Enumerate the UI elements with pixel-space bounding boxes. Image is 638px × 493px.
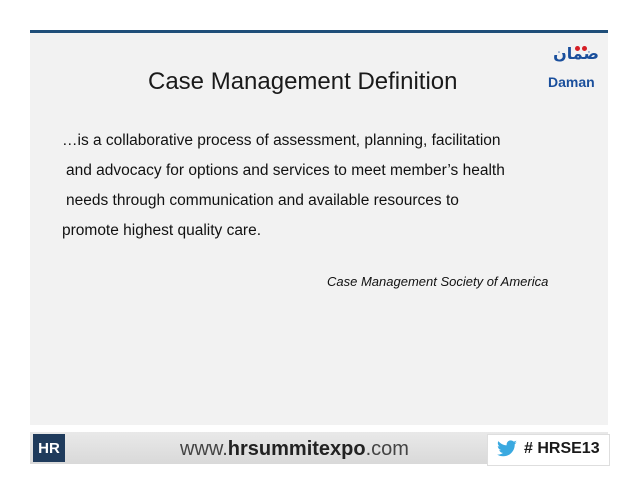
footer-url[interactable] bbox=[180, 438, 409, 461]
attribution: Case Management Society of America bbox=[327, 274, 549, 289]
url-suffix: .com bbox=[365, 438, 409, 460]
hashtag: # HRSE13 bbox=[524, 440, 600, 457]
definition-line-1: …is a collaborative process of assessment, planning, facilitation bbox=[62, 132, 501, 149]
url-prefix: www. bbox=[180, 438, 228, 460]
slide-title: Case Management Definition bbox=[148, 68, 458, 95]
url-domain: hrsummitexpo bbox=[227, 438, 366, 460]
logo-latin-text: Daman bbox=[548, 74, 595, 90]
definition-line-2: and advocacy for options and services to meet member’s health bbox=[66, 162, 505, 179]
twitter-bird-icon bbox=[496, 440, 518, 458]
logo-arabic-text: ضمان bbox=[553, 46, 599, 63]
definition-line-4: promote highest quality care. bbox=[62, 222, 262, 239]
hr-logo-icon: HR bbox=[33, 434, 65, 462]
definition-line-3: needs through communication and available resources to bbox=[66, 192, 459, 209]
definition-text bbox=[62, 126, 582, 246]
